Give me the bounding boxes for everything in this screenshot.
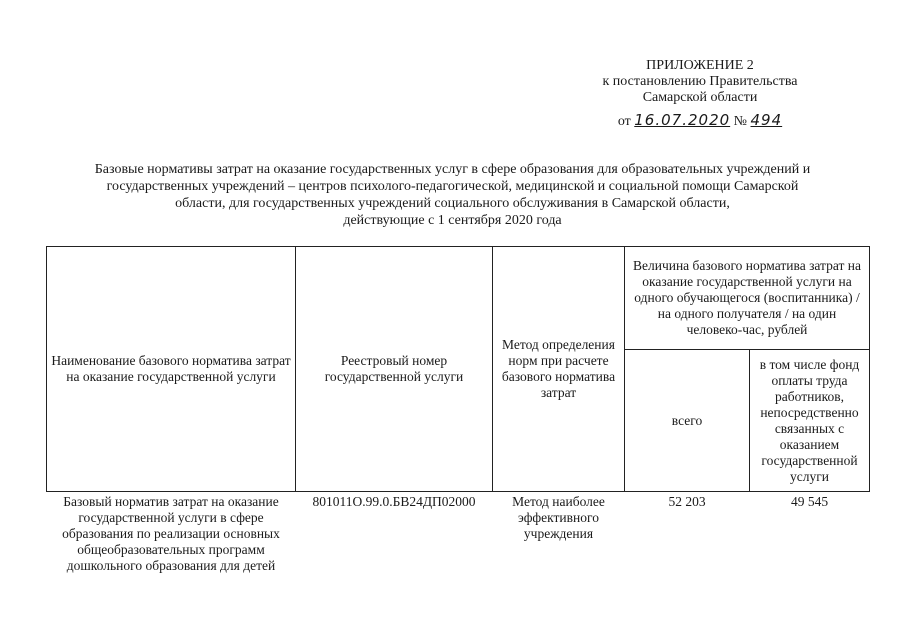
table-row xyxy=(47,492,870,577)
header-row xyxy=(47,247,870,350)
appendix-title: ПРИЛОЖЕНИЕ 2 xyxy=(646,58,754,73)
appendix-line-1: к постановлению Правительства xyxy=(602,74,798,89)
header-fund: в том числе фонд оплаты труда работников, непосредственно связанных с оказанием государственной услуги xyxy=(750,350,870,492)
row-name: Базовый норматив затрат на оказание государственной услуги в сфере образования по реализации основных общеобразовательных программ дошкольного образования для детей xyxy=(62,494,280,573)
title-line-2: государственных учреждений – центров психолого-педагогической, медицинской и социальной помощи Самарской xyxy=(106,179,799,194)
decree-number: 494 xyxy=(750,111,783,129)
title-line-1: Базовые нормативы затрат на оказание государственных услуг в сфере образования для образовательных учреждений и xyxy=(94,162,811,177)
row-registry: 801011О.99.0.БВ24ДП02000 xyxy=(312,494,476,509)
appendix-reference xyxy=(570,112,830,130)
header-method: Метод определения норм при расчете базового норматива затрат xyxy=(493,247,625,492)
row-total: 52 203 xyxy=(668,494,706,509)
number-label: № xyxy=(733,114,748,129)
title-line-3: области, для государственных учреждений социального обслуживания в Самарской области, xyxy=(175,196,730,211)
row-method: Метод наиболее эффективного учреждения xyxy=(512,494,605,541)
decree-date: 16.07.2020 xyxy=(634,111,731,129)
row-fund: 49 545 xyxy=(790,494,829,509)
document-title xyxy=(40,161,865,229)
norms-table xyxy=(46,246,870,576)
from-label: от xyxy=(617,114,631,129)
header-registry: Реестровый номер государственной услуги xyxy=(296,247,493,492)
appendix-block xyxy=(570,58,830,130)
title-line-4: действующие с 1 сентября 2020 года xyxy=(343,213,562,228)
header-name: Наименование базового норматива затрат на оказание государственной услуги xyxy=(47,247,296,492)
header-value: Величина базового норматива затрат на оказание государственной услуги на одного обучающегося (воспитанника) / на одного получателя / на один человеко-час, рублей xyxy=(625,247,870,350)
appendix-line-2: Самарской области xyxy=(642,90,758,105)
header-total: всего xyxy=(625,350,750,492)
